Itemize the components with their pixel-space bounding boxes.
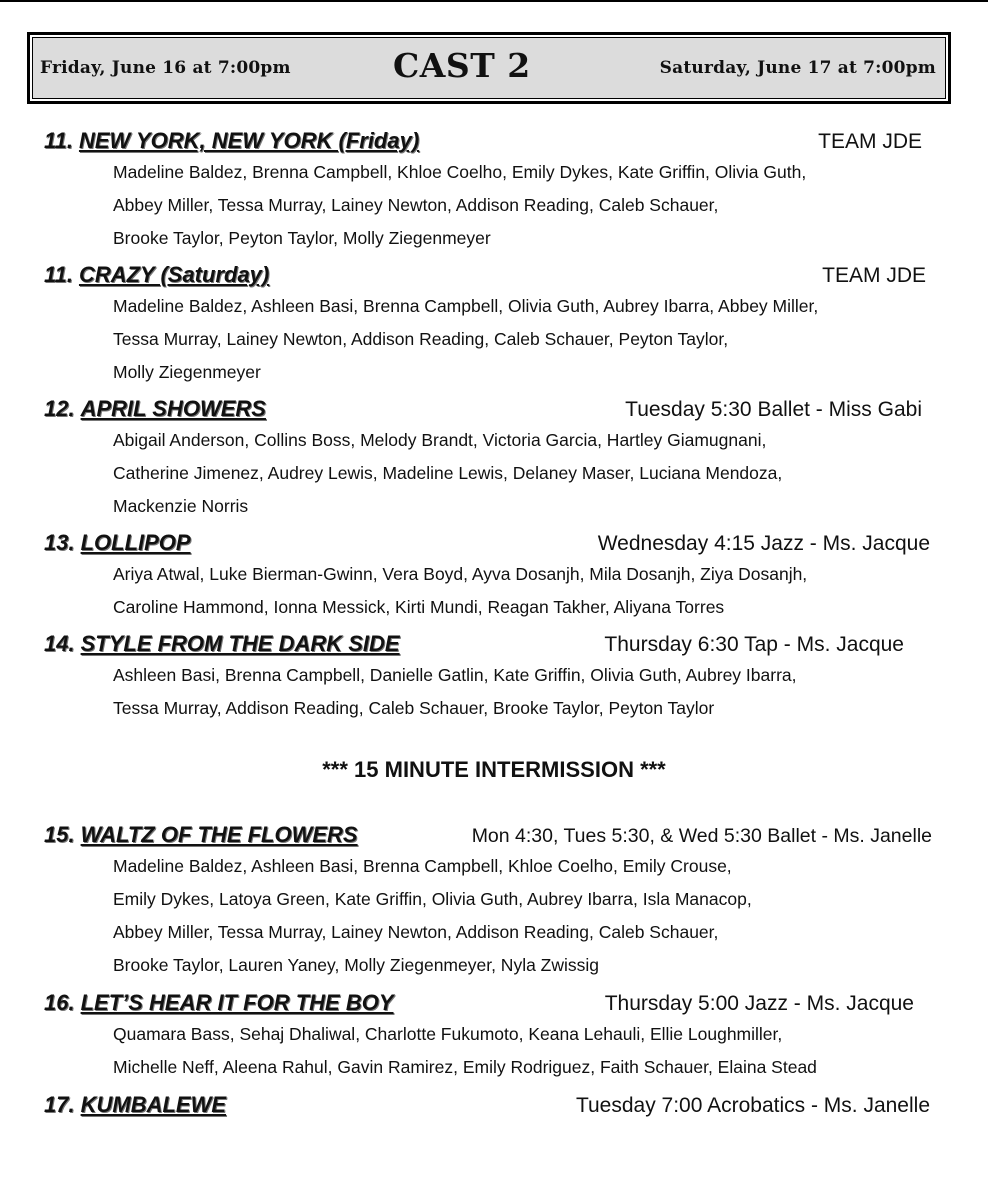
entry-info: TEAM JDE <box>818 130 922 153</box>
entry-info: Tuesday 7:00 Acrobatics - Ms. Janelle <box>575 1094 930 1117</box>
cast-line: Abigail Anderson, Collins Boss, Melody Brandt, Victoria Garcia, Hartley Giamugnani, <box>113 430 767 450</box>
cast-line: Madeline Baldez, Ashleen Basi, Brenna Campbell, Khloe Coelho, Emily Crouse, <box>113 856 732 876</box>
entry-info: Thursday 5:00 Jazz - Ms. Jacque <box>604 992 914 1015</box>
cast-line: Ashleen Basi, Brenna Campbell, Danielle Gatlin, Kate Griffin, Olivia Guth, Aubrey Ibarra, <box>113 665 797 685</box>
entry-name: STYLE FROM THE DARK SIDE <box>80 631 400 656</box>
entry-info: Mon 4:30, Tues 5:30, & Wed 5:30 Ballet - Ms. Janelle <box>471 825 932 847</box>
program-entry <box>44 820 932 982</box>
entry-title <box>44 260 932 290</box>
cast-line: Madeline Baldez, Ashleen Basi, Brenna Campbell, Olivia Guth, Aubrey Ibarra, Abbey Miller, <box>113 296 819 316</box>
program-entry <box>44 260 932 389</box>
cast-line: Brooke Taylor, Lauren Yaney, Molly Ziegenmeyer, Nyla Zwissig <box>113 955 600 975</box>
cast-line: Caroline Hammond, Ionna Messick, Kirti Mundi, Reagan Takher, Aliyana Torres <box>113 597 725 617</box>
entry-number: 11. <box>44 128 73 153</box>
entry-name: LOLLIPOP <box>80 530 191 555</box>
cast-line: Ariya Atwal, Luke Bierman-Gwinn, Vera Boyd, Ayva Dosanjh, Mila Dosanjh, Ziya Dosanjh, <box>113 564 808 584</box>
program-entry <box>44 629 932 725</box>
program-entry <box>44 394 932 523</box>
entry-number: 11. <box>44 262 73 287</box>
program-entry <box>44 1090 932 1120</box>
program-entry <box>44 528 932 624</box>
cast-line: Emily Dykes, Latoya Green, Kate Griffin, Olivia Guth, Aubrey Ibarra, Isla Manacop, <box>113 889 752 909</box>
entry-name: NEW YORK, NEW YORK (Friday) <box>78 128 420 153</box>
entry-info: Thursday 6:30 Tap - Ms. Jacque <box>604 633 904 656</box>
entry-name: KUMBALEWE <box>80 1092 227 1117</box>
entry-name: WALTZ OF THE FLOWERS <box>80 822 358 847</box>
entry-name: CRAZY (Saturday) <box>78 262 270 287</box>
cast-line: Tessa Murray, Addison Reading, Caleb Schauer, Brooke Taylor, Peyton Taylor <box>113 698 715 718</box>
cast-line: Catherine Jimenez, Audrey Lewis, Madeline Lewis, Delaney Maser, Luciana Mendoza, <box>113 463 783 483</box>
cast-list <box>113 290 932 389</box>
program-entry <box>44 126 932 255</box>
entry-number: 12. <box>44 396 75 421</box>
cast-line: Madeline Baldez, Brenna Campbell, Khloe Coelho, Emily Dykes, Kate Griffin, Olivia Guth, <box>113 162 807 182</box>
entry-number: 16. <box>44 990 75 1015</box>
cast-line: Abbey Miller, Tessa Murray, Lainey Newton, Addison Reading, Caleb Schauer, <box>113 195 719 215</box>
cast-line: Michelle Neff, Aleena Rahul, Gavin Ramirez, Emily Rodriguez, Faith Schauer, Elaina Stead <box>113 1057 817 1077</box>
entry-name: LET’S HEAR IT FOR THE BOY <box>80 990 394 1015</box>
cast-line: Brooke Taylor, Peyton Taylor, Molly Ziegenmeyer <box>113 228 491 248</box>
cast-list <box>113 659 932 725</box>
cast-list <box>113 850 932 982</box>
cast-line: Abbey Miller, Tessa Murray, Lainey Newton, Addison Reading, Caleb Schauer, <box>113 922 719 942</box>
intermission-notice: *** 15 MINUTE INTERMISSION *** <box>322 757 666 782</box>
entry-info: TEAM JDE <box>822 264 926 287</box>
header-friday-date: Friday, June 16 at 7:00pm <box>40 58 291 78</box>
program-entry <box>44 988 932 1084</box>
entry-title <box>44 126 932 156</box>
entry-number: 17. <box>44 1092 75 1117</box>
cast-line: Tessa Murray, Lainey Newton, Addison Reading, Caleb Schauer, Peyton Taylor, <box>113 329 729 349</box>
cast-list <box>113 558 932 624</box>
cast-header-inner <box>32 37 946 99</box>
cast-line: Mackenzie Norris <box>113 496 249 516</box>
cast-list <box>113 156 932 255</box>
cast-header-box <box>27 32 951 104</box>
cast-line: Molly Ziegenmeyer <box>113 362 261 382</box>
header-cast-title: CAST 2 <box>393 46 531 85</box>
header-saturday-date: Saturday, June 17 at 7:00pm <box>659 58 936 78</box>
entry-info: Tuesday 5:30 Ballet - Miss Gabi <box>625 398 922 421</box>
top-rule <box>0 0 988 2</box>
cast-list <box>113 1018 932 1084</box>
entry-info: Wednesday 4:15 Jazz - Ms. Jacque <box>597 532 930 555</box>
cast-line: Quamara Bass, Sehaj Dhaliwal, Charlotte Fukumoto, Keana Lehauli, Ellie Loughmiller, <box>113 1024 783 1044</box>
entry-name: APRIL SHOWERS <box>80 396 266 421</box>
entry-number: 14. <box>44 631 75 656</box>
entry-number: 15. <box>44 822 75 847</box>
entry-number: 13. <box>44 530 75 555</box>
cast-list <box>113 424 932 523</box>
